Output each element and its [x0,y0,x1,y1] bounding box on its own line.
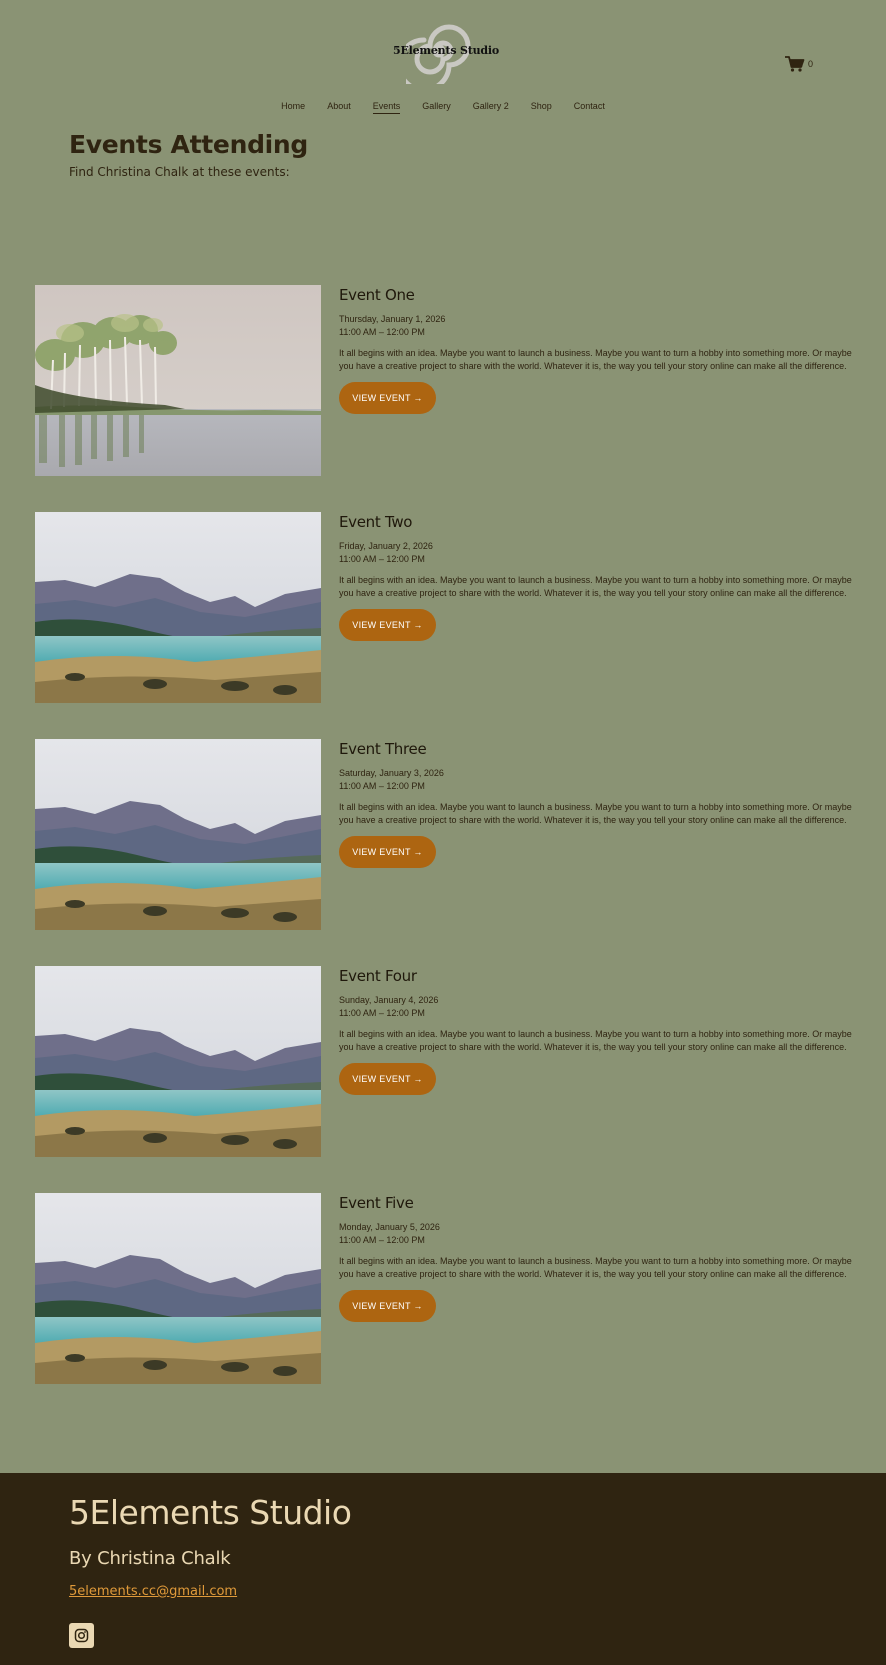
logo-text: 5Elements Studio [393,44,499,57]
view-event-button[interactable]: VIEW EVENT → [339,609,436,641]
page-subtitle: Find Christina Chalk at these events: [69,165,290,179]
event-title[interactable]: Event Three [339,740,427,758]
event-date: Monday, January 5, 2026 [339,1222,440,1232]
event-date: Saturday, January 3, 2026 [339,768,444,778]
event-item [35,739,855,930]
nav-contact[interactable]: Contact [573,101,605,111]
event-title[interactable]: Event Five [339,1194,414,1212]
nav-gallery-2[interactable]: Gallery 2 [472,101,509,111]
nav-about[interactable]: About [327,101,351,111]
logo[interactable] [388,18,508,84]
view-event-button[interactable]: VIEW EVENT → [339,836,436,868]
event-image-mountain-lake[interactable] [35,512,321,703]
cart-button[interactable] [785,56,813,72]
event-title[interactable]: Event Two [339,513,413,531]
event-date: Sunday, January 4, 2026 [339,995,439,1005]
view-event-button[interactable]: VIEW EVENT → [339,1290,436,1322]
event-image-mountain-lake[interactable] [35,739,321,930]
event-date: Thursday, January 1, 2026 [339,314,446,324]
main-nav [0,101,886,114]
event-description: It all begins with an idea. Maybe you want to launch a business. Maybe you want to turn a hobby into something more. Or maybe you have a creative project to share with the world. Whatever it is, the way you tell your story online can make all the difference. [339,1256,852,1279]
view-event-button[interactable]: VIEW EVENT → [339,1063,436,1095]
footer-byline: By Christina Chalk [69,1548,231,1569]
event-item [35,285,855,476]
event-description: It all begins with an idea. Maybe you want to launch a business. Maybe you want to turn a hobby into something more. Or maybe you have a creative project to share with the world. Whatever it is, the way you tell your story online can make all the difference. [339,575,852,598]
page-title: Events Attending [69,130,309,159]
event-item [35,966,855,1157]
event-image-mountain-lake[interactable] [35,966,321,1157]
cart-count: 0 [808,59,814,69]
event-time: 11:00 AM – 12:00 PM [339,554,425,564]
event-time: 11:00 AM – 12:00 PM [339,1008,425,1018]
event-time: 11:00 AM – 12:00 PM [339,1235,425,1245]
event-description: It all begins with an idea. Maybe you want to launch a business. Maybe you want to turn a hobby into something more. Or maybe you have a creative project to share with the world. Whatever it is, the way you tell your story online can make all the difference. [339,802,852,825]
shopping-cart-icon [785,56,805,72]
event-time: 11:00 AM – 12:00 PM [339,327,425,337]
instagram-link[interactable] [69,1623,94,1648]
event-item [35,1193,855,1384]
event-title[interactable]: Event One [339,286,415,304]
nav-events[interactable]: Events [373,101,401,114]
event-title[interactable]: Event Four [339,967,417,985]
event-date: Friday, January 2, 2026 [339,541,433,551]
footer-email-link[interactable]: 5elements.cc@gmail.com [69,1584,238,1599]
footer-brand: 5Elements Studio [69,1493,352,1532]
event-item [35,512,855,703]
event-time: 11:00 AM – 12:00 PM [339,781,425,791]
nav-home[interactable]: Home [281,101,306,111]
event-image-painted-trees[interactable] [35,285,321,476]
event-description: It all begins with an idea. Maybe you want to launch a business. Maybe you want to turn a hobby into something more. Or maybe you have a creative project to share with the world. Whatever it is, the way you tell your story online can make all the difference. [339,348,852,371]
footer [0,1473,886,1665]
instagram-icon [74,1628,89,1643]
view-event-button[interactable]: VIEW EVENT → [339,382,436,414]
nav-gallery[interactable]: Gallery [422,101,451,111]
event-image-mountain-lake[interactable] [35,1193,321,1384]
nav-shop[interactable]: Shop [530,101,552,111]
event-description: It all begins with an idea. Maybe you want to launch a business. Maybe you want to turn a hobby into something more. Or maybe you have a creative project to share with the world. Whatever it is, the way you tell your story online can make all the difference. [339,1029,852,1052]
